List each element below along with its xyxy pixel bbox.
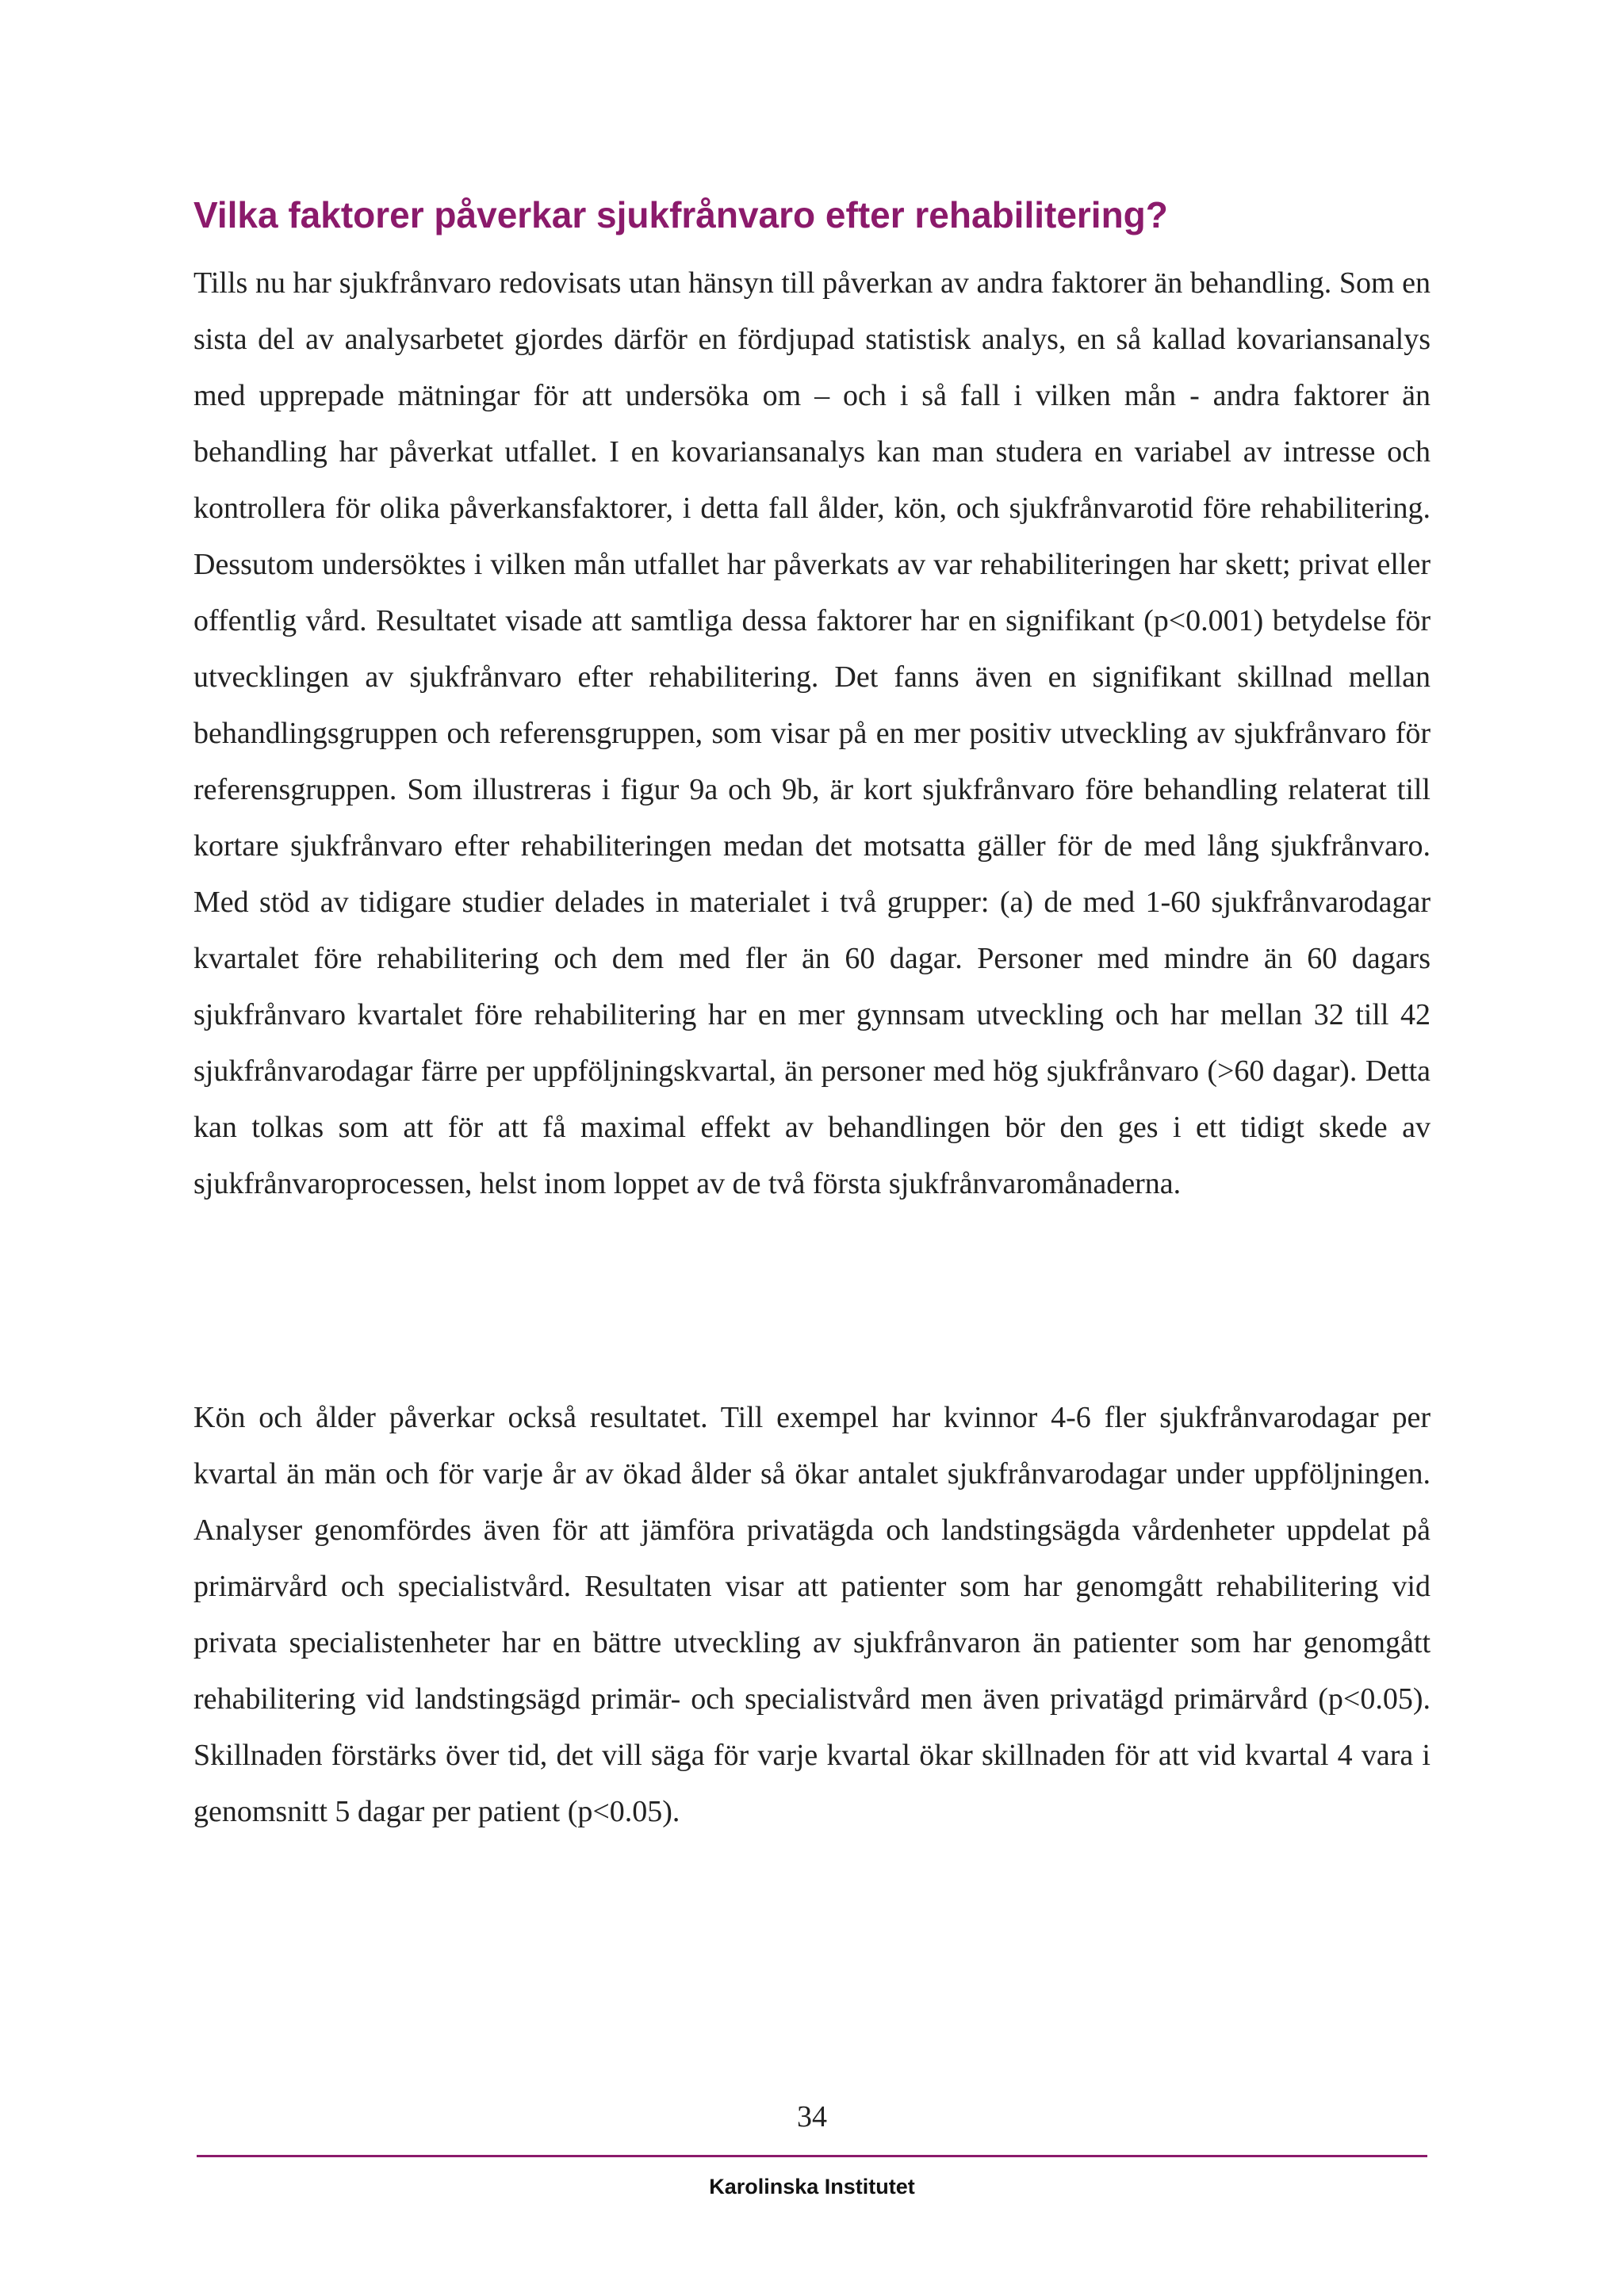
- page-number: 34: [797, 2100, 827, 2133]
- body-paragraph-1: Tills nu har sjukfrånvaro redovisats utan hänsyn till påverkan av andra faktorer än behandling. Som en sista del av analysarbetet gjordes därför en fördjupad statistisk analys, en så kallad kovariansanalys med upprepade mätningar för att undersöka om – och i så fall i vilken mån - andra faktorer än behandling har påverkat utfallet. I en kovariansanalys kan man studera en variabel av intresse och kontrollera för olika påverkansfaktorer, i detta fall ålder, kön, och sjukfrånvarotid före rehabilitering. Dessutom undersöktes i vilken mån utfallet har påverkats av var rehabiliteringen har skett; privat eller offentlig vård. Resultatet visade att samtliga dessa faktorer har en signifikant (p<0.001) betydelse för utvecklingen av sjukfrånvaro efter rehabilitering. Det fanns även en signifikant skillnad mellan behandlingsgruppen och referensgruppen, som visar på en mer positiv utveckling av sjukfrånvaro för referensgruppen. Som illustreras i figur 9a och 9b, är kort sjukfrånvaro före behandling relaterat till kortare sjukfrånvaro efter rehabiliteringen medan det motsatta gäller för de med lång sjukfrånvaro. Med stöd av tidigare studier delades in materialet i två grupper: (a) de med 1-60 sjukfrånvarodagar kvartalet före rehabilitering och dem med fler än 60 dagar. Personer med mindre än 60 dagars sjukfrånvaro kvartalet före rehabilitering har en mer gynnsam utveckling och har mellan 32 till 42 sjukfrånvarodagar färre per uppföljningskvartal, än personer med hög sjukfrånvaro (>60 dagar). Detta kan tolkas som att för att få maximal effekt av behandlingen bör den ges i ett tidigt skede av sjukfrånvaroprocessen, helst inom loppet av de två första sjukfrånvaromånaderna.: [193, 266, 1431, 1200]
- footer-organization: Karolinska Institutet: [709, 2175, 915, 2198]
- body-paragraph-2: Kön och ålder påverkar också resultatet. Till exempel har kvinnor 4-6 fler sjukfrånvarodagar per kvartal än män och för varje år av ökad ålder så ökar antalet sjukfrånvarodagar under uppföljningen. Analyser genomfördes även för att jämföra privatägda och landstingsägda vårdenheter uppdelat på primärvård och specialistvård. Resultaten visar att patienter som har genomgått rehabilitering vid privata specialistenheter har en bättre utveckling av sjukfrånvaron än patienter som har genomgått rehabilitering vid landstingsägd primär- och specialistvård men även privatägd primärvård (p<0.05). Skillnaden förstärks över tid, det vill säga för varje kvartal ökar skillnaden för att vid kvartal 4 vara i genomsnitt 5 dagar per patient (p<0.05).: [193, 1401, 1431, 1828]
- footer-divider: [197, 2155, 1427, 2157]
- section-heading: Vilka faktorer påverkar sjukfrånvaro efter rehabilitering?: [193, 194, 1168, 235]
